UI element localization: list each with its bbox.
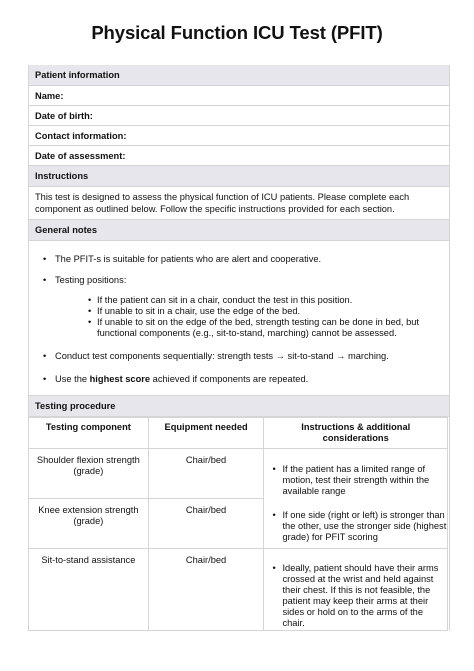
dob-field[interactable]: Date of birth: — [29, 106, 449, 126]
patient-info-header: Patient information — [29, 65, 449, 86]
assessment-date-field[interactable]: Date of assessment: — [29, 146, 449, 166]
table-row — [29, 449, 448, 499]
name-field[interactable]: Name: — [29, 86, 449, 106]
note-text: achieved if components are repeated. — [150, 374, 309, 384]
instructions-text: This test is designed to assess the physical function of ICU patients. Please complete each component as outlined below. Follow the specific instructions provided for each section. — [29, 187, 449, 220]
table-row — [29, 549, 448, 631]
instruction-item: • If one side (right or left) is stronger than the other, use the stronger side (highest grade) for PFIT scoring — [264, 510, 447, 543]
sub-note-item: • If unable to sit on the edge of the bed, strength testing can be done in bed, but functional components (e.g., sit-to-stand, marching) cannot be assessed. — [55, 317, 443, 339]
component-cell: Shoulder flexion strength (grade) — [29, 449, 149, 499]
equipment-cell: Chair/bed — [148, 499, 264, 549]
table-header-row — [29, 418, 448, 449]
note-item — [35, 351, 443, 362]
instruction-item: • If the patient has a limited range of motion, test their strength within the available range — [264, 464, 447, 497]
column-header: Equipment needed — [148, 418, 264, 449]
instructions-header: Instructions — [29, 166, 449, 187]
sub-note-item: • If unable to sit in a chair, use the edge of the bed. — [55, 306, 443, 317]
note-emphasis: highest score — [89, 374, 151, 384]
note-item — [35, 254, 443, 265]
note-text: Testing positions: — [55, 275, 127, 285]
column-header: Instructions & additional considerations — [264, 418, 448, 449]
note-text: Use the — [55, 374, 90, 384]
component-cell: Knee extension strength (grade) — [29, 499, 149, 549]
general-notes-body — [29, 241, 449, 396]
note-text: The PFIT-s is suitable for patients who are alert and cooperative. — [55, 254, 322, 264]
note-item — [35, 275, 443, 339]
equipment-cell: Chair/bed — [148, 549, 264, 631]
note-item — [35, 374, 443, 385]
column-header: Testing component — [29, 418, 149, 449]
testing-procedure-table — [28, 417, 448, 631]
contact-field[interactable]: Contact information: — [29, 126, 449, 146]
testing-procedure-header: Testing procedure — [29, 396, 449, 417]
instruction-item: • Ideally, patient should have their arms crossed at the wrist and held against their chest. If this is not feasible, the patient may keep their arms at their sides or hold on to the arms of the chair. — [264, 563, 447, 629]
note-text: Conduct test components sequentially: strength tests → sit-to-stand → marching. — [55, 351, 389, 361]
instructions-cell — [264, 549, 448, 631]
component-cell: Sit-to-stand assistance — [29, 549, 149, 631]
page-title: Physical Function ICU Test (PFIT) — [91, 22, 383, 43]
instructions-cell — [264, 449, 448, 549]
sub-note-item: • If the patient can sit in a chair, conduct the test in this position. — [55, 295, 443, 306]
general-notes-header: General notes — [29, 220, 449, 241]
equipment-cell: Chair/bed — [148, 449, 264, 499]
pfit-form — [28, 65, 450, 631]
